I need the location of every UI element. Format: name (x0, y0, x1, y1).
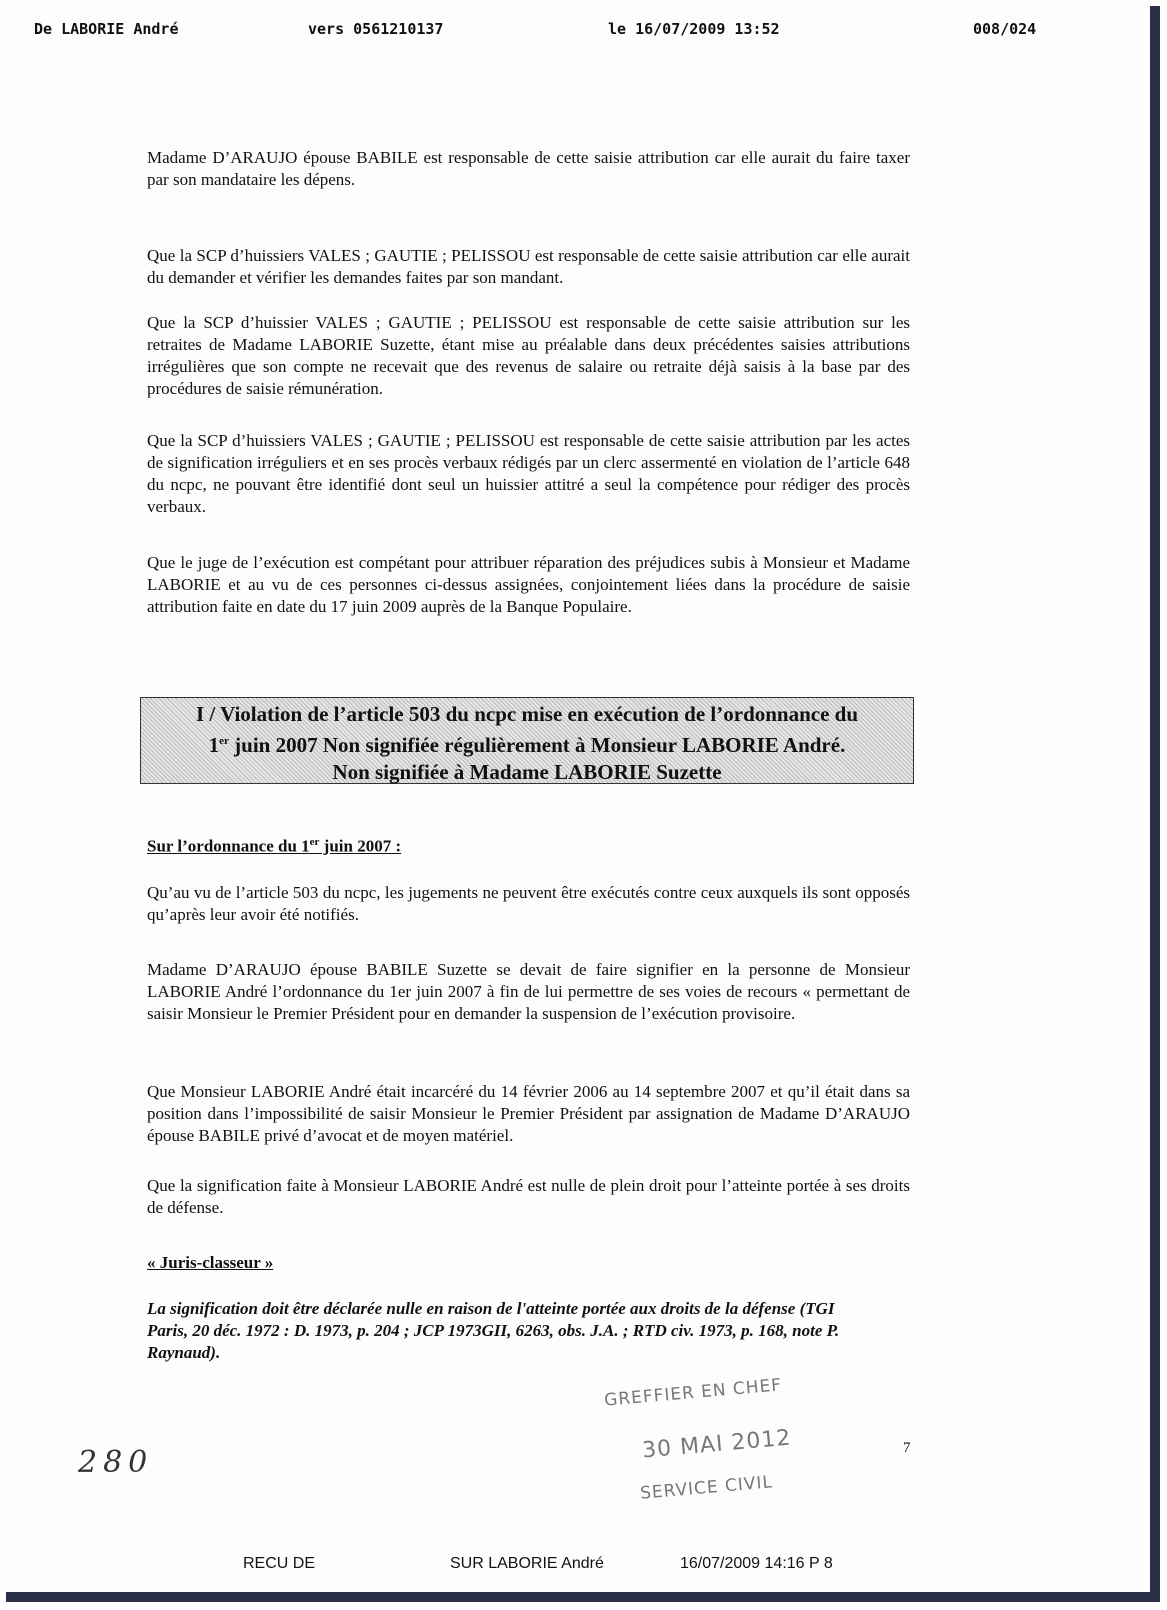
fax-pages: 008/024 (973, 20, 1037, 38)
text: 1 (208, 733, 220, 757)
superscript: er (309, 836, 320, 848)
stamp-service: SERVICE CIVIL (639, 1472, 774, 1504)
text: juin 2007 Non signifiée régulièrement à Monsieur LABORIE André. (228, 733, 846, 757)
section-title-line: I / Violation de l’article 503 du ncpc mise en exécution de l’ordonnance du (195, 702, 859, 726)
text: juin 2007 : (319, 836, 402, 856)
paragraph: Que la SCP d’huissiers VALES ; GAUTIE ; PELISSOU est responsable de cette saisie attribution car elle aurait du demander et vérifier les demandes faites par son mandant. (147, 246, 910, 287)
handwritten-number: 280 (78, 1445, 154, 1480)
fax-from: De LABORIE André (34, 20, 179, 38)
section-title-line (141, 728, 913, 759)
paragraph: Que la signification faite à Monsieur LABORIE André est nulle de plein droit pour l’atteinte portée à ses droits de défense. (147, 1176, 910, 1217)
juris-quote: La signification doit être déclarée nulle en raison de l'atteinte portée aux droits de la défense (TGI Paris, 20 déc. 1972 : D. 1973, p. 204 ; JCP 1973GII, 6263, obs. J.A. ; RTD civ. 1973, p. 168, note P. Raynaud). (147, 1299, 840, 1362)
text: Sur l’ordonnance du 1 (147, 836, 310, 856)
paragraph: Madame D’ARAUJO épouse BABILE est responsable de cette saisie attribution car elle aurait du faire taxer par son mandataire les dépens. (147, 148, 910, 189)
paragraph: Que la SCP d’huissier VALES ; GAUTIE ; PELISSOU est responsable de cette saisie attribution sur les retraites de Madame LABORIE Suzette, étant mise au préalable dans deux précédentes saisies attributions irrégulières que son compte ne recevait que des revenus de salaire ou retraite déjà saisis à la base par des procédures de saisie rémunération. (147, 313, 910, 398)
stamp-greffier: GREFFIER EN CHEF (603, 1375, 783, 1411)
fax-footer-date: 16/07/2009 14:16 P 8 (680, 1555, 833, 1572)
stamp-date: 30 MAI 2012 (641, 1425, 793, 1464)
fax-footer-sur: SUR LABORIE André (450, 1555, 604, 1572)
subheading (147, 836, 401, 857)
fax-to: vers 0561210137 (308, 20, 444, 38)
superscript: er (219, 735, 229, 747)
page-shadow (6, 1592, 1160, 1602)
paragraph: Madame D’ARAUJO épouse BABILE Suzette se devait de faire signifier en la personne de Monsieur LABORIE André l’ordonnance du 1er juin 2007 à fin de lui permettre de ses voies de recours « permettant de saisir Monsieur le Premier Président pour en demander la suspension de l’exécution provisoire. (147, 960, 910, 1023)
juris-heading: « Juris-classeur » (147, 1253, 274, 1272)
page-number: 7 (903, 1440, 911, 1456)
paragraph: Qu’au vu de l’article 503 du ncpc, les jugements ne peuvent être exécutés contre ceux auxquels ils sont opposés qu’après leur avoir été notifiés. (147, 883, 910, 924)
section-title-line: Non signifiée à Madame LABORIE Suzette (332, 760, 722, 784)
paragraph: Que la SCP d’huissiers VALES ; GAUTIE ; PELISSOU est responsable de cette saisie attribution par les actes de signification irréguliers et en ses procès verbaux rédigés par un clerc assermenté en violation de l’article 648 du ncpc, ne pouvant être identifié dont seul un huissier attitré a seul la compétence pour rédiger des procès verbaux. (147, 431, 910, 516)
paragraph: Que Monsieur LABORIE André était incarcéré du 14 février 2006 au 14 septembre 2007 et qu’il était dans sa position dans l’impossibilité de saisir Monsieur le Premier Président par assignation de Madame D’ARAUJO épouse BABILE privé d’avocat et de moyen matériel. (147, 1082, 910, 1145)
paragraph: Que le juge de l’exécution est compétant pour attribuer réparation des préjudices subis à Monsieur et Madame LABORIE et au vu de ces personnes ci-dessus assignées, conjointement liées dans la procédure de saisie attribution faite en date du 17 juin 2009 auprès de la Banque Populaire. (147, 553, 910, 616)
page-shadow (1150, 6, 1160, 1600)
fax-footer-recu: RECU DE (243, 1555, 316, 1572)
fax-date: le 16/07/2009 13:52 (608, 20, 780, 38)
section-title-box (140, 697, 914, 784)
